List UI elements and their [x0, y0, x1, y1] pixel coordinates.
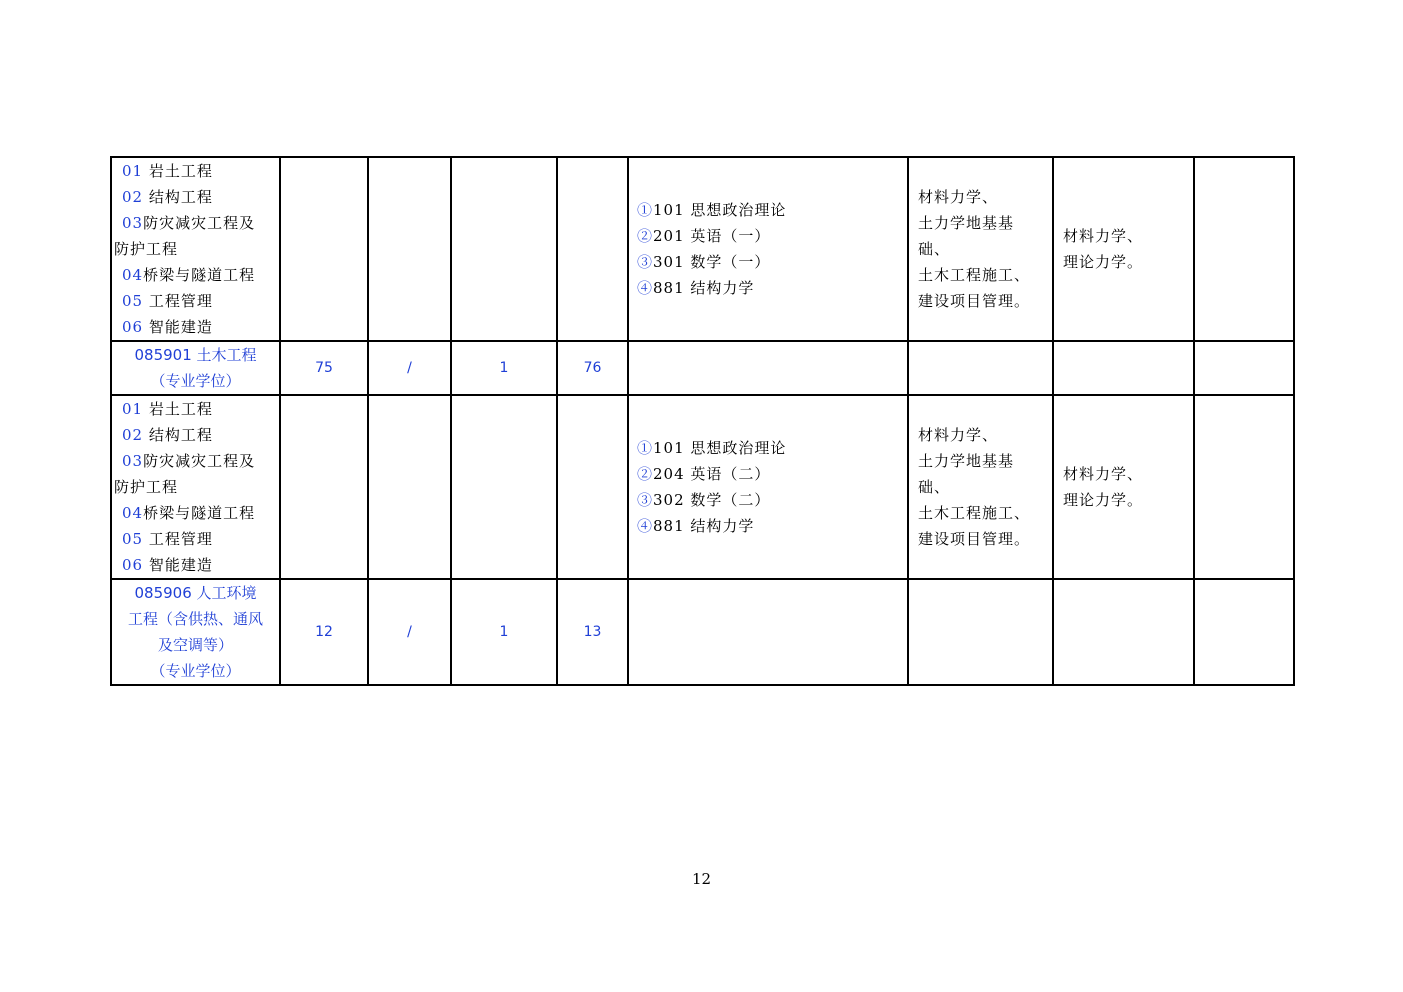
exam-subjects-cell: [628, 157, 908, 341]
program-name-cell: [111, 579, 280, 685]
equivalent-line: 理论力学。: [1063, 491, 1144, 509]
research-directions-cell: [111, 395, 280, 579]
program-line: 及空调等）: [157, 636, 233, 654]
retest-line: 土木工程施工、: [918, 504, 1031, 522]
quota-cell: /: [368, 341, 451, 395]
empty-cell: [908, 579, 1053, 685]
empty-cell: [1194, 579, 1294, 685]
retest-line: 土力学地基基: [918, 214, 1015, 232]
exam-item: ②204 英语（二）: [637, 465, 771, 483]
program-line: （专业学位）: [150, 372, 241, 390]
retest-subjects-cell: [908, 395, 1053, 579]
empty-cell: [1194, 341, 1294, 395]
quota-cell: 75: [280, 341, 368, 395]
empty-cell: [280, 395, 368, 579]
direction-item: 05 工程管理: [122, 292, 213, 310]
equivalent-line: 材料力学、: [1063, 227, 1144, 245]
direction-item: 05 工程管理: [122, 530, 213, 548]
exam-item: ③302 数学（二）: [637, 491, 771, 509]
exam-item: ④881 结构力学: [637, 517, 755, 535]
direction-item: 02 结构工程: [122, 188, 213, 206]
empty-cell: [451, 395, 557, 579]
research-directions-cell: [111, 157, 280, 341]
retest-subjects-cell: [908, 157, 1053, 341]
direction-item: 02 结构工程: [122, 426, 213, 444]
table-row: [111, 157, 1294, 341]
direction-item: 03防灾减灾工程及: [122, 214, 256, 232]
enrollment-table: [110, 156, 1295, 686]
quota-cell: 12: [280, 579, 368, 685]
program-line: （专业学位）: [150, 662, 241, 680]
empty-cell: [557, 395, 628, 579]
direction-item: 04桥梁与隧道工程: [122, 504, 256, 522]
equivalent-subjects-cell: [1053, 395, 1194, 579]
retest-line: 土木工程施工、: [918, 266, 1031, 284]
total-cell: 76: [557, 341, 628, 395]
empty-cell: [628, 579, 908, 685]
exam-item: ①101 思想政治理论: [637, 201, 787, 219]
exam-subjects-cell: [628, 395, 908, 579]
direction-item: 06 智能建造: [122, 318, 213, 336]
direction-item: 01 岩土工程: [122, 400, 213, 418]
equivalent-line: 理论力学。: [1063, 253, 1144, 271]
table-row: [111, 395, 1294, 579]
empty-cell: [280, 157, 368, 341]
direction-item: 防护工程: [114, 240, 179, 258]
empty-cell: [1053, 341, 1194, 395]
retest-line: 材料力学、: [918, 188, 999, 206]
quota-cell: 1: [451, 579, 557, 685]
empty-cell: [1053, 579, 1194, 685]
direction-item: 01 岩土工程: [122, 162, 213, 180]
quota-cell: 1: [451, 341, 557, 395]
quota-cell: /: [368, 579, 451, 685]
exam-item: ④881 结构力学: [637, 279, 755, 297]
program-line: 085901 土木工程: [134, 346, 257, 364]
direction-item: 防护工程: [114, 478, 179, 496]
empty-cell: [368, 157, 451, 341]
page-number: 12: [691, 870, 712, 888]
empty-cell: [628, 341, 908, 395]
retest-line: 建设项目管理。: [918, 292, 1031, 310]
empty-cell: [908, 341, 1053, 395]
program-name-cell: [111, 341, 280, 395]
empty-cell: [451, 157, 557, 341]
empty-cell: [557, 157, 628, 341]
table-row: [111, 341, 1294, 395]
retest-line: 础、: [918, 240, 951, 258]
equivalent-line: 材料力学、: [1063, 465, 1144, 483]
retest-line: 础、: [918, 478, 951, 496]
empty-cell: [368, 395, 451, 579]
retest-line: 土力学地基基: [918, 452, 1015, 470]
empty-cell: [1194, 157, 1294, 341]
program-line: 工程（含供热、通风: [127, 610, 263, 628]
empty-cell: [1194, 395, 1294, 579]
equivalent-subjects-cell: [1053, 157, 1194, 341]
exam-item: ①101 思想政治理论: [637, 439, 787, 457]
table-row: [111, 579, 1294, 685]
program-line: 085906 人工环境: [134, 584, 257, 602]
exam-item: ③301 数学（一）: [637, 253, 771, 271]
retest-line: 材料力学、: [918, 426, 999, 444]
total-cell: 13: [557, 579, 628, 685]
retest-line: 建设项目管理。: [918, 530, 1031, 548]
exam-item: ②201 英语（一）: [637, 227, 771, 245]
direction-item: 03防灾减灾工程及: [122, 452, 256, 470]
direction-item: 06 智能建造: [122, 556, 213, 574]
direction-item: 04桥梁与隧道工程: [122, 266, 256, 284]
